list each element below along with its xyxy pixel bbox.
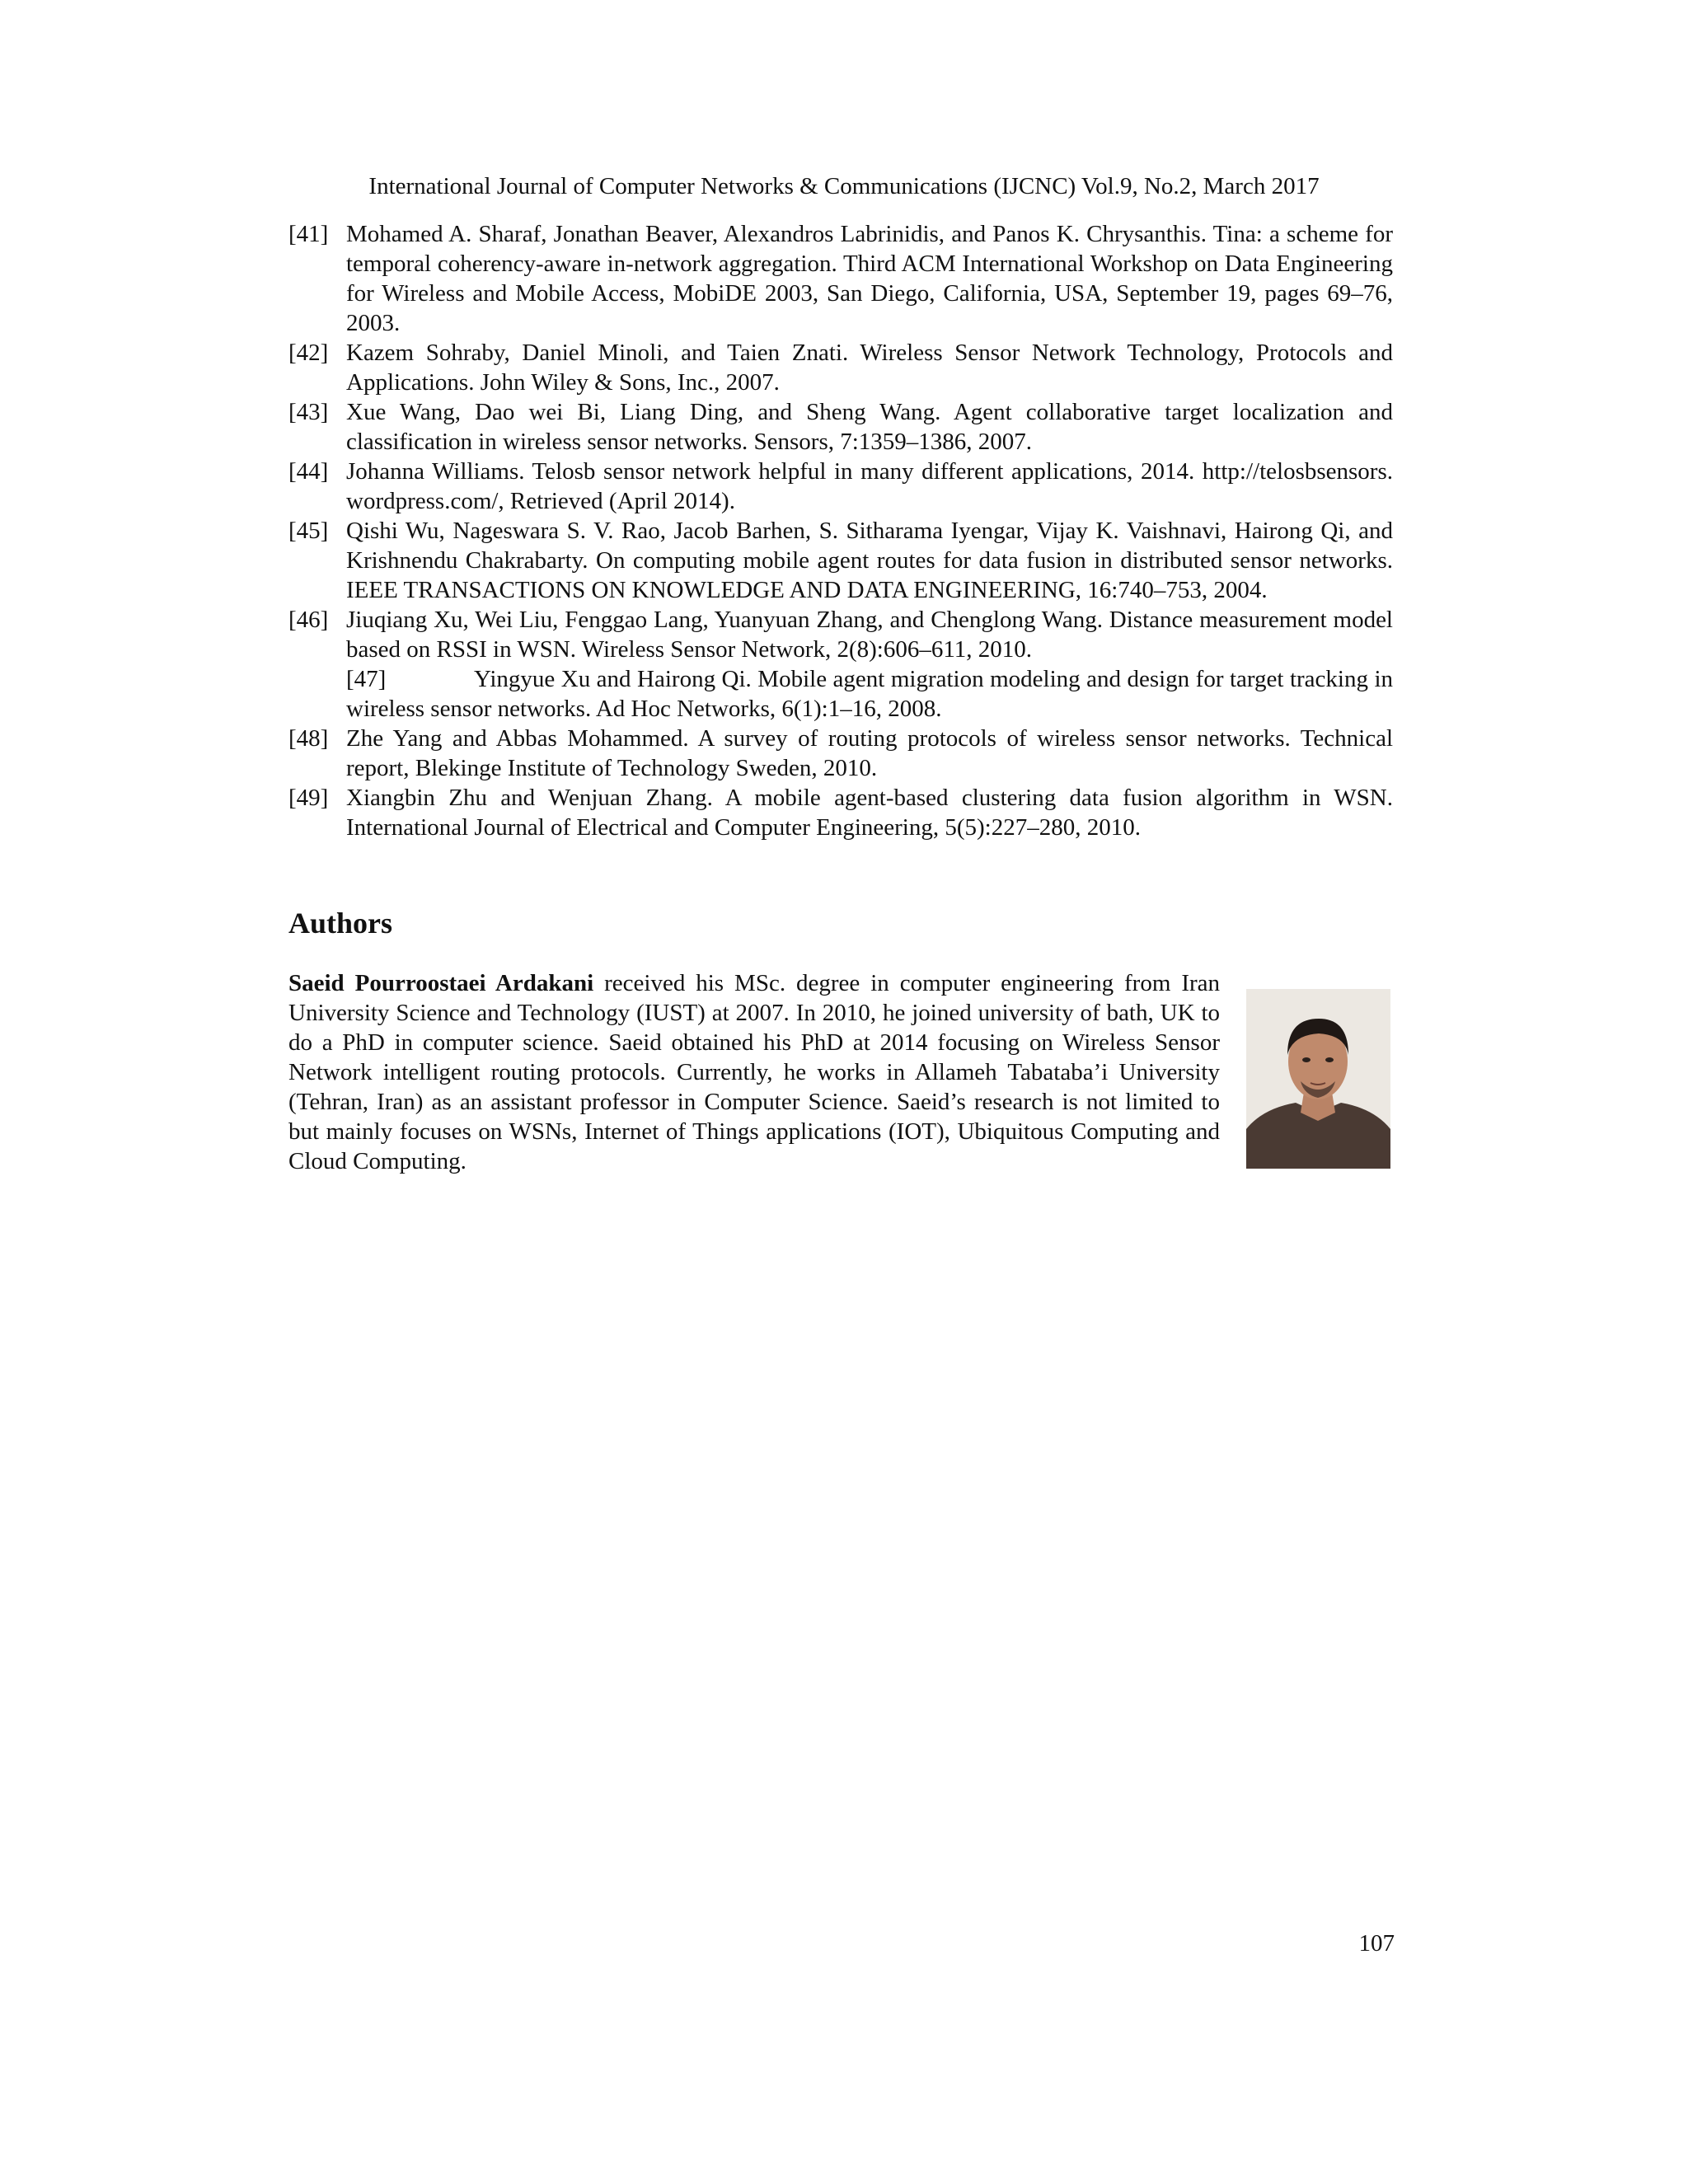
reference-text: Johanna Williams. Telosb sensor network helpful in many different applications, 2014. http://telosbsensors. wordpress.com/, Retrieved (April 2014). xyxy=(346,458,1393,514)
author-photo xyxy=(1246,989,1390,1169)
reference-number: [45] xyxy=(288,518,329,544)
reference-text: Xue Wang, Dao wei Bi, Liang Ding, and Sheng Wang. Agent collaborative target localization and classification in wireless sensor networks. Sensors, 7:1359–1386, 2007. xyxy=(346,399,1393,455)
reference-text: Xiangbin Zhu and Wenjuan Zhang. A mobile agent-based clustering data fusion algorithm in WSN. International Journal of Electrical and Computer Engineering, 5(5):227–280, 2010. xyxy=(346,785,1393,841)
reference-item xyxy=(288,724,1393,783)
reference-text: Qishi Wu, Nageswara S. V. Rao, Jacob Barhen, S. Sitharama Iyengar, Vijay K. Vaishnavi, Hairong Qi, and Krishnendu Chakrabarty. On computing mobile agent routes for data fusion in distributed sensor networks. IEEE TRANSACTIONS ON KNOWLEDGE AND DATA ENGINEERING, 16:740–753, 2004. xyxy=(346,518,1393,603)
reference-number: [49] xyxy=(288,785,329,811)
reference-text: Mohamed A. Sharaf, Jonathan Beaver, Alexandros Labrinidis, and Panos K. Chrysanthis. Tina: a scheme for temporal coherency-aware in-network aggregation. Third ACM International Workshop on Data Engineering for Wireless and Mobile Access, MobiDE 2003, San Diego, California, USA, September 19, pages 69–76, 2003. xyxy=(346,221,1393,336)
author-bio xyxy=(288,968,1220,1176)
page-number: 107 xyxy=(1358,1930,1395,1957)
reference-list xyxy=(288,219,1393,842)
reference-item xyxy=(288,664,1393,724)
reference-item xyxy=(288,219,1393,338)
reference-item xyxy=(288,605,1393,664)
reference-text: Yingyue Xu and Hairong Qi. Mobile agent migration modeling and design for target tracking in wireless sensor networks. Ad Hoc Networks, 6(1):1–16, 2008. xyxy=(346,666,1393,722)
reference-number: [44] xyxy=(288,458,329,485)
reference-item xyxy=(288,338,1393,397)
author-name: Saeid Pourroostaei Ardakani xyxy=(288,970,594,996)
author-bio-text: received his MSc. degree in computer engineering from Iran University Science and Technology (IUST) at 2007. In 2010, he joined university of bath, UK to do a PhD in computer science. Saeid obtained his PhD at 2014 focusing on Wireless Sensor Network intelligent routing protocols. Currently, he works in Allameh Tabataba’i University (Tehran, Iran) as an assistant professor in Computer Science. Saeid’s research is not limited to but mainly focuses on WSNs, Internet of Things applications (IOT), Ubiquitous Computing and Cloud Computing. xyxy=(288,970,1221,1174)
reference-text: Kazem Sohraby, Daniel Minoli, and Taien Znati. Wireless Sensor Network Technology, Protocols and Applications. John Wiley & Sons, Inc., 2007. xyxy=(346,340,1393,396)
reference-item xyxy=(288,516,1393,605)
author-portrait-image xyxy=(1246,989,1390,1169)
reference-item xyxy=(288,457,1393,516)
reference-text: Zhe Yang and Abbas Mohammed. A survey of routing protocols of wireless sensor networks. Technical report, Blekinge Institute of Technology Sweden, 2010. xyxy=(346,725,1393,781)
authors-heading: Authors xyxy=(288,907,393,940)
reference-item xyxy=(288,783,1393,842)
reference-number: [48] xyxy=(288,725,329,752)
reference-number: [46] xyxy=(288,607,329,633)
reference-number: [43] xyxy=(288,399,329,425)
reference-number: [47] xyxy=(346,666,387,692)
reference-item xyxy=(288,397,1393,457)
reference-text: Jiuqiang Xu, Wei Liu, Fenggao Lang, Yuanyuan Zhang, and Chenglong Wang. Distance measurement model based on RSSI in WSN. Wireless Sensor Network, 2(8):606–611, 2010. xyxy=(346,607,1393,663)
reference-number: [41] xyxy=(288,221,329,247)
running-header: International Journal of Computer Networks & Communications (IJCNC) Vol.9, No.2, March 2017 xyxy=(368,173,1320,199)
reference-number: [42] xyxy=(288,340,329,366)
